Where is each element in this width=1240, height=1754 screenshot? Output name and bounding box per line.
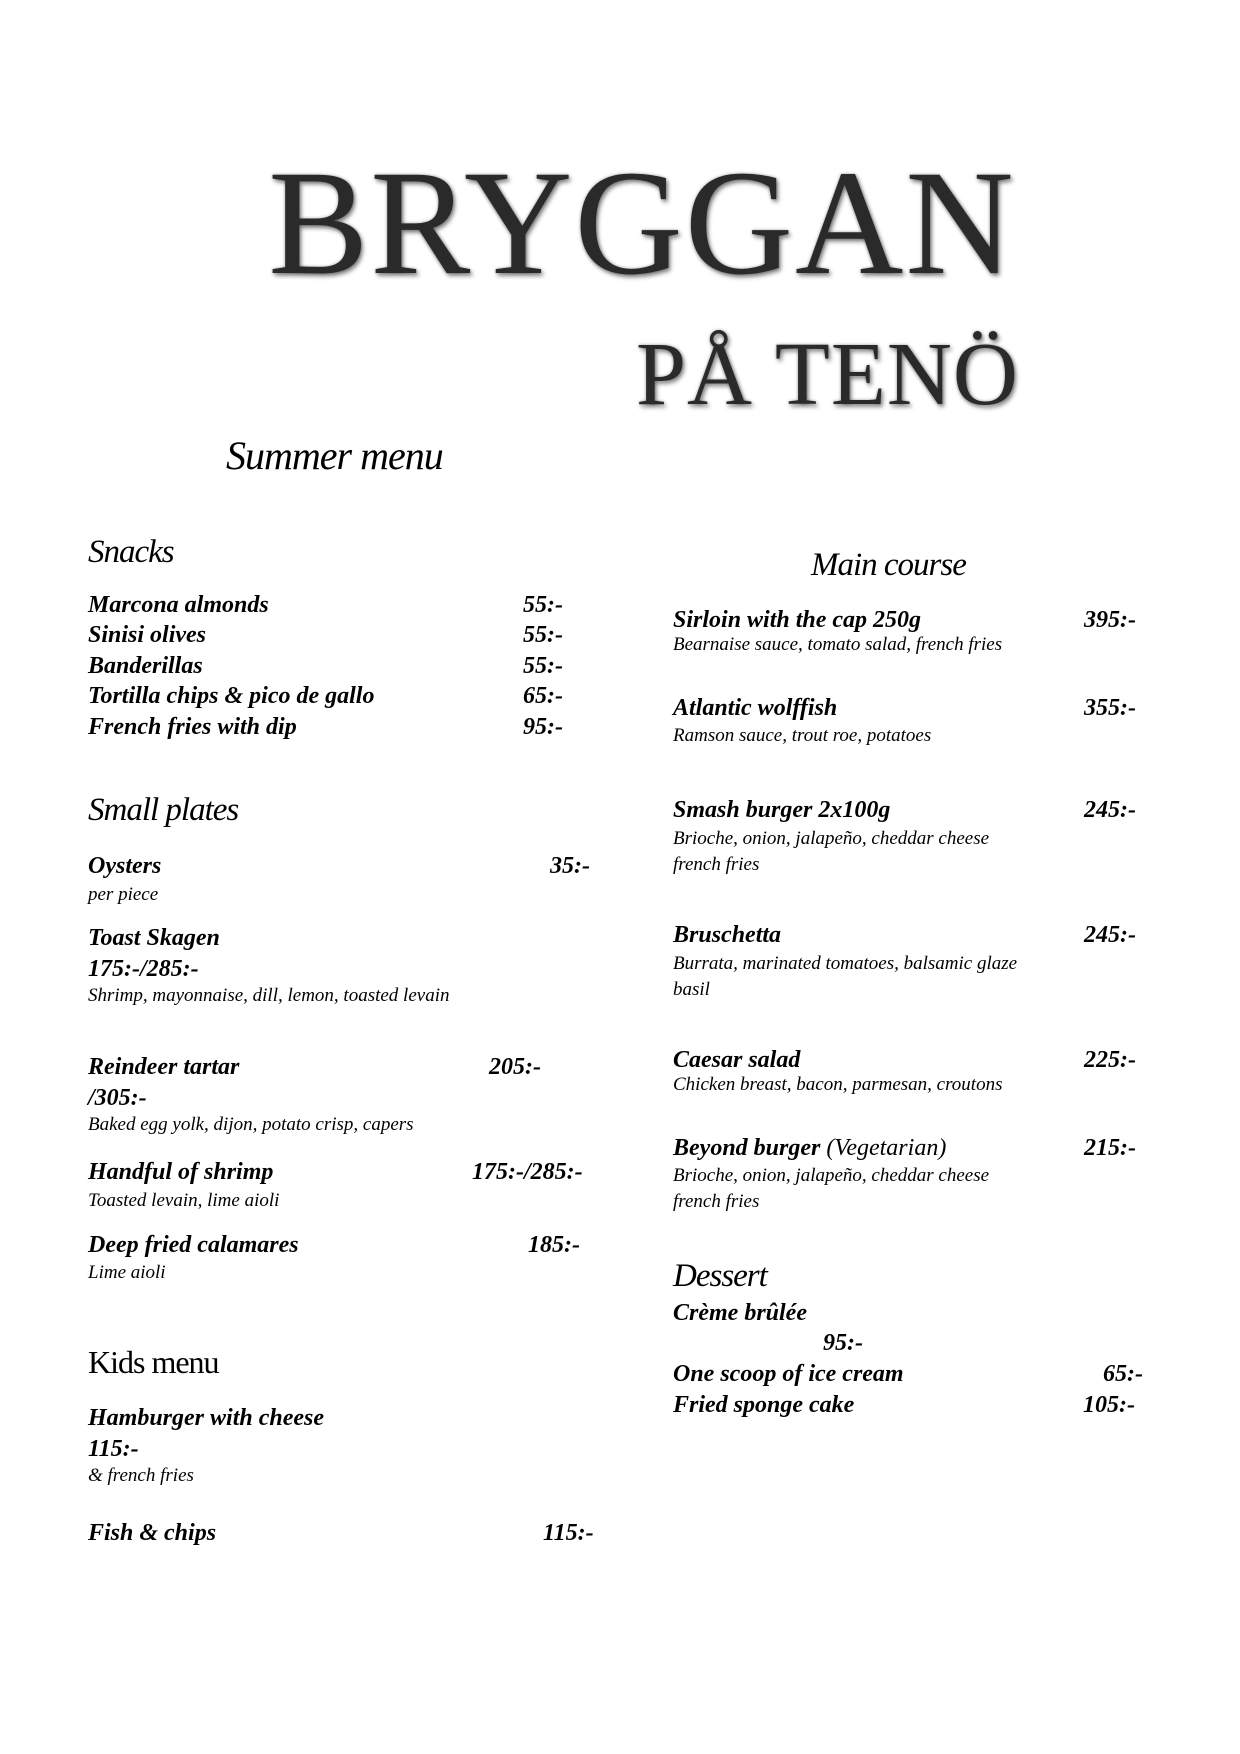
- dessert-price: 65:-: [1103, 1361, 1143, 1387]
- kids-item-desc: & french fries: [88, 1465, 194, 1486]
- small-plate-desc: Baked egg yolk, dijon, potato crisp, capers: [88, 1114, 414, 1135]
- dessert-price: 95:-: [823, 1330, 863, 1356]
- main-course-name: Smash burger 2x100g: [673, 797, 891, 823]
- snack-item-price: 65:-: [523, 683, 563, 709]
- main-course-desc: Chicken breast, bacon, parmesan, croutons: [673, 1074, 1003, 1095]
- main-course-desc: Burrata, marinated tomatoes, balsamic glaze: [673, 953, 1018, 974]
- main-course-desc: Brioche, onion, jalapeño, cheddar cheese: [673, 828, 990, 849]
- kids-item-price: 115:-: [88, 1436, 139, 1462]
- main-course-price: 245:-: [1084, 922, 1136, 948]
- main-course-price: 355:-: [1084, 695, 1136, 721]
- section-title-snacks: Snacks: [88, 534, 174, 570]
- main-course-price: 395:-: [1084, 607, 1136, 633]
- main-course-price: 225:-: [1084, 1047, 1136, 1073]
- section-title-dessert: Dessert: [673, 1258, 767, 1294]
- menu-subtitle: Summer menu: [226, 433, 443, 478]
- main-course-price: 245:-: [1084, 797, 1136, 823]
- small-plate-name: Deep fried calamares: [88, 1232, 299, 1258]
- main-course-desc: Ramson sauce, trout roe, potatoes: [673, 725, 932, 746]
- main-course-desc-line2: french fries: [673, 1191, 760, 1212]
- section-title-main-course: Main course: [811, 547, 966, 583]
- main-course-price: 215:-: [1084, 1135, 1136, 1161]
- snack-item-name: French fries with dip: [88, 714, 297, 740]
- dessert-name: One scoop of ice cream: [673, 1361, 904, 1387]
- small-plate-price: 175:-/285:-: [88, 956, 199, 982]
- main-course-name-text: Beyond burger: [673, 1135, 821, 1161]
- snack-item-name: Marcona almonds: [88, 592, 269, 618]
- small-plate-desc: Toasted levain, lime aioli: [88, 1190, 280, 1211]
- snack-item-price: 55:-: [523, 653, 563, 679]
- main-course-desc: Bearnaise sauce, tomato salad, french fries: [673, 634, 1003, 655]
- snack-item-price: 55:-: [523, 622, 563, 648]
- section-title-small-plates: Small plates: [88, 792, 239, 828]
- main-course-name: Bruschetta: [673, 922, 782, 948]
- kids-item-price: 115:-: [543, 1520, 594, 1546]
- snack-item-price: 55:-: [523, 592, 563, 618]
- snack-item-price: 95:-: [523, 714, 563, 740]
- vegetarian-note: (Vegetarian): [826, 1135, 947, 1161]
- small-plate-desc: Lime aioli: [88, 1262, 166, 1283]
- small-plate-desc: per piece: [88, 884, 159, 905]
- small-plate-name: Handful of shrimp: [88, 1159, 274, 1185]
- main-course-desc: Brioche, onion, jalapeño, cheddar cheese: [673, 1165, 990, 1186]
- small-plate-name: Oysters: [88, 853, 162, 879]
- dessert-name: Crème brûlée: [673, 1300, 807, 1326]
- small-plate-name: Reindeer tartar: [88, 1054, 240, 1080]
- main-course-desc-line2: french fries: [673, 854, 760, 875]
- small-plate-price: 205:-: [489, 1054, 541, 1080]
- logo-bryggan: BRYGGAN: [268, 140, 1016, 306]
- kids-item-name: Fish & chips: [88, 1520, 217, 1546]
- snack-item-name: Sinisi olives: [88, 622, 207, 648]
- kids-item-name: Hamburger with cheese: [88, 1405, 325, 1431]
- logo-pa-teno: PÅ TENÖ: [636, 325, 1019, 424]
- snack-item-name: Tortilla chips & pico de gallo: [88, 683, 375, 709]
- dessert-name: Fried sponge cake: [673, 1392, 855, 1418]
- main-course-name: [673, 1133, 946, 1163]
- small-plate-desc: Shrimp, mayonnaise, dill, lemon, toasted levain: [88, 985, 450, 1006]
- small-plate-price: 185:-: [528, 1232, 580, 1258]
- main-course-desc-line2: basil: [673, 979, 710, 1000]
- small-plate-price: 175:-/285:-: [472, 1159, 583, 1185]
- dessert-price: 105:-: [1083, 1392, 1135, 1418]
- small-plate-name: Toast Skagen: [88, 925, 220, 951]
- main-course-name: Sirloin with the cap 250g: [673, 607, 922, 633]
- section-title-kids-menu: Kids menu: [88, 1344, 219, 1380]
- snack-item-name: Banderillas: [88, 653, 203, 679]
- main-course-name: Atlantic wolffish: [673, 695, 838, 721]
- main-course-name: Caesar salad: [673, 1047, 801, 1073]
- small-plate-price: 35:-: [550, 853, 590, 879]
- small-plate-price-cont: /305:-: [88, 1085, 147, 1111]
